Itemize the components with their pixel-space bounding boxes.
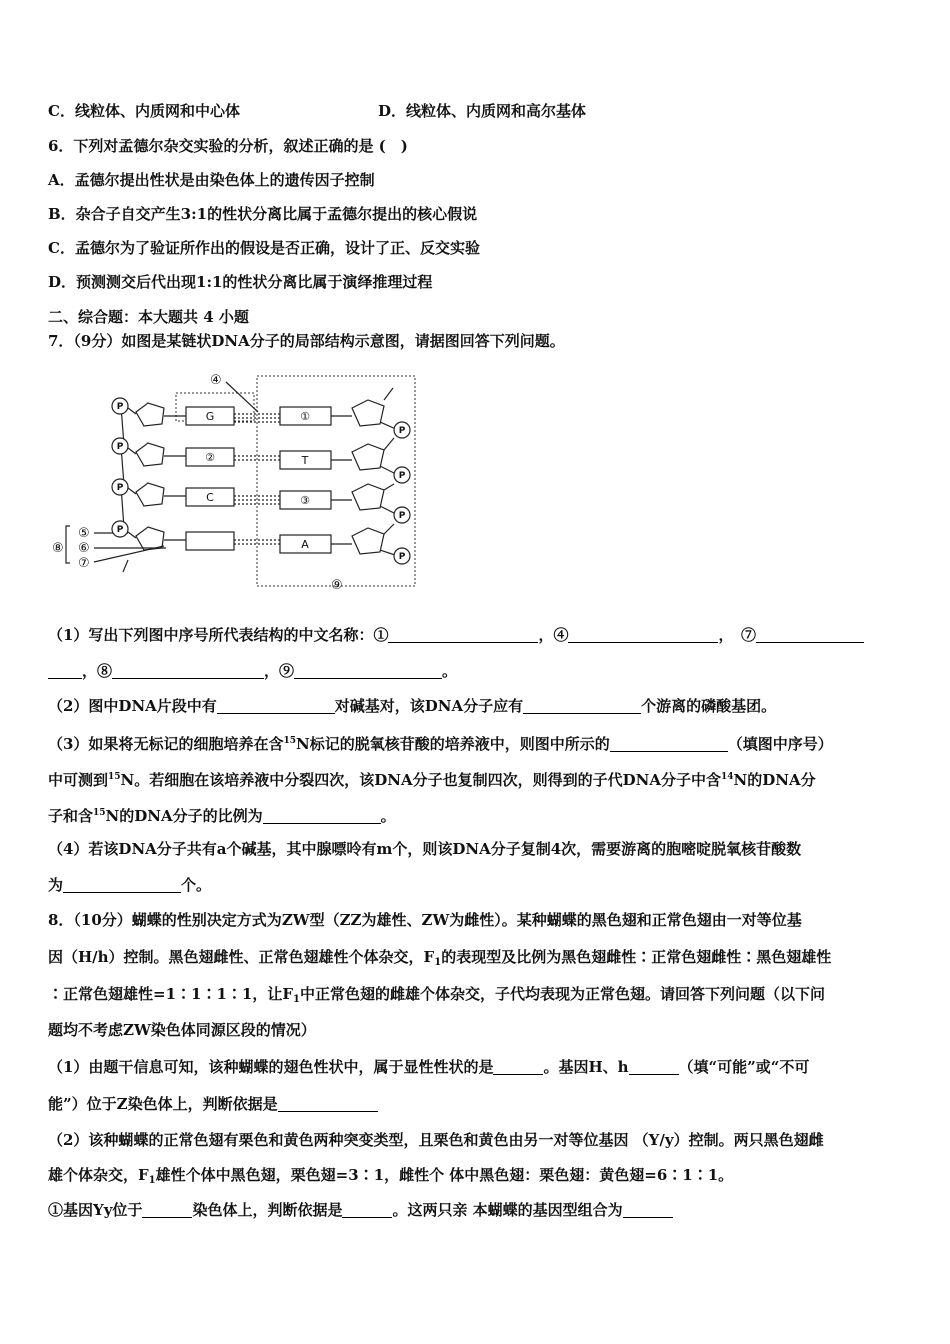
q7-stem: 7．（9分）如图是某链状DNA分子的局部结构示意图，请据图回答下列问题。: [48, 332, 565, 350]
right-base-3-label: ③: [300, 494, 310, 507]
label-5: ⑤: [78, 526, 90, 541]
q6-option-a: A．孟德尔提出性状是由染色体上的遗传因子控制: [48, 171, 375, 189]
q8-part1-line2: 能”）位于Z染色体上，判断依据是: [48, 1093, 378, 1115]
answer-blank[interactable]: [112, 662, 264, 679]
left-base-3-label: C: [206, 491, 214, 504]
answer-blank[interactable]: [623, 1201, 673, 1218]
q8-part2-sub1: ①基因Yy位于 染色体上，判断依据是 。这两只亲 本蝴蝶的基因型组合为: [48, 1199, 673, 1221]
q6-option-b: B．杂合子自交产生3:1的性状分离比属于孟德尔提出的核心假说: [48, 205, 478, 223]
answer-blank[interactable]: [48, 662, 82, 679]
answer-blank[interactable]: [342, 1201, 392, 1218]
q8-part2-line2: 雄个体杂交，$F_1$雄性个体中黑色翅，栗色翅=3∶1，雌性个 体中黑色翅：栗色翅：黄色翅=6∶1∶1。: [48, 1166, 734, 1186]
phosphate-label: P: [116, 483, 124, 493]
answer-blank[interactable]: [294, 662, 442, 679]
phosphate-label: P: [398, 552, 406, 562]
q8-part1-line1: （1）由题干信息可知，该种蝴蝶的翅色性状中，属于显性性状的是 。基因H、h （填“可能”或“不可: [48, 1058, 810, 1076]
answer-blank[interactable]: [568, 626, 718, 643]
phosphate-label: P: [398, 511, 406, 521]
q8-stem-line2: 因（H/h）控制。黑色翅雌性、正常色翅雄性个体杂交，$F_1$的表现型及比例为黑色翅雌性∶正常色翅雌性∶黑色翅雄性: [48, 948, 832, 968]
dna-structure-diagram: [48, 360, 428, 592]
q5-option-d: D．线粒体、内质网和高尔基体: [378, 102, 587, 120]
phosphate-label: P: [398, 426, 406, 436]
q6-stem: 6．下列对孟德尔杂交实验的分析，叙述正确的是 ( ): [48, 137, 408, 155]
q8-stem-line1: 8．（10分）蝴蝶的性别决定方式为ZW型（ZZ为雄性、ZW为雌性）。某种蝴蝶的黑色翅和正常色翅由一对等位基: [48, 911, 802, 929]
answer-blank[interactable]: [388, 626, 538, 643]
label-7: ⑦: [78, 556, 90, 571]
label-4: ④: [210, 373, 222, 388]
answer-blank[interactable]: [142, 1201, 192, 1218]
label-6: ⑥: [78, 541, 90, 556]
right-base-1-label: ①: [300, 410, 310, 423]
answer-blank[interactable]: [610, 735, 728, 752]
left-base-1-label: G: [205, 410, 215, 423]
answer-blank[interactable]: [263, 807, 381, 824]
answer-blank[interactable]: [523, 697, 641, 714]
q6-option-d: D．预测测交后代出现1:1的性状分离比属于演绎推理过程: [48, 273, 433, 291]
q7-part3-line2: 中可测到$^{15}$N。若细胞在该培养液中分裂四次，该DNA分子也复制四次，则得到的子代DNA分子中含$^{14}$N的DNA分: [48, 771, 816, 789]
phosphate-label: P: [116, 442, 124, 452]
answer-blank[interactable]: [493, 1058, 543, 1075]
label-8: ⑧: [52, 541, 64, 556]
answer-blank[interactable]: [278, 1095, 378, 1112]
q6-option-c: C．孟德尔为了验证所作出的假设是否正确，设计了正、反交实验: [48, 239, 480, 257]
answer-blank[interactable]: [756, 626, 864, 643]
right-base-2-label: T: [301, 454, 309, 467]
q7-part1-line2: ，⑧ ，⑨ 。: [48, 660, 457, 682]
left-base-box-4: [186, 532, 234, 550]
q7-part1-line1: （1）写出下列图中序号所代表结构的中文名称：① ，④ ， ⑦: [48, 624, 864, 646]
q8-part2-line1: （2）该种蝴蝶的正常色翅有栗色和黄色两种突变类型，且栗色和黄色由另一对等位基因 （Y/y）控制。两只黑色翅雌: [48, 1131, 824, 1149]
phosphate-label: P: [116, 525, 124, 535]
q8-stem-line3: ∶正常色翅雄性=1∶1∶1∶1，让$F_1$中正常色翅的雌雄个体杂交，子代均表现为正常色翅。请回答下列问题（以下问: [48, 985, 825, 1005]
q7-part3-line3: 子和含$^{15}$N的DNA分子的比例为 。: [48, 807, 396, 825]
q7-part3-line1: （3）如果将无标记的细胞培养在含$^{15}$N标记的脱氧核苷酸的培养液中，则图中所示的 （填图中序号）: [48, 735, 833, 753]
q8-stem-line4: 题均不考虑ZW染色体同源区段的情况）: [48, 1021, 316, 1039]
q7-part2: （2）图中DNA片段中有 对碱基对，该DNA分子应有 个游离的磷酸基团。: [48, 697, 777, 715]
phosphate-label: P: [398, 471, 406, 481]
q7-part4-line2: 为 个。: [48, 876, 212, 894]
right-base-4-label: A: [301, 538, 309, 551]
q7-part4-line1: （4）若该DNA分子共有a个碱基，其中腺嘌呤有m个，则该DNA分子复制4次，需要游离的胞嘧啶脱氧核苷酸数: [48, 840, 802, 858]
phosphate-label: P: [116, 402, 124, 412]
answer-blank[interactable]: [217, 697, 335, 714]
left-base-2-label: ②: [205, 451, 215, 464]
section-heading: 二、综合题：本大题共 4 小题: [48, 308, 249, 326]
answer-blank[interactable]: [629, 1058, 679, 1075]
q5-option-c: C．线粒体、内质网和中心体: [48, 102, 240, 120]
label-9: ⑨: [331, 578, 343, 592]
answer-blank[interactable]: [63, 876, 181, 893]
